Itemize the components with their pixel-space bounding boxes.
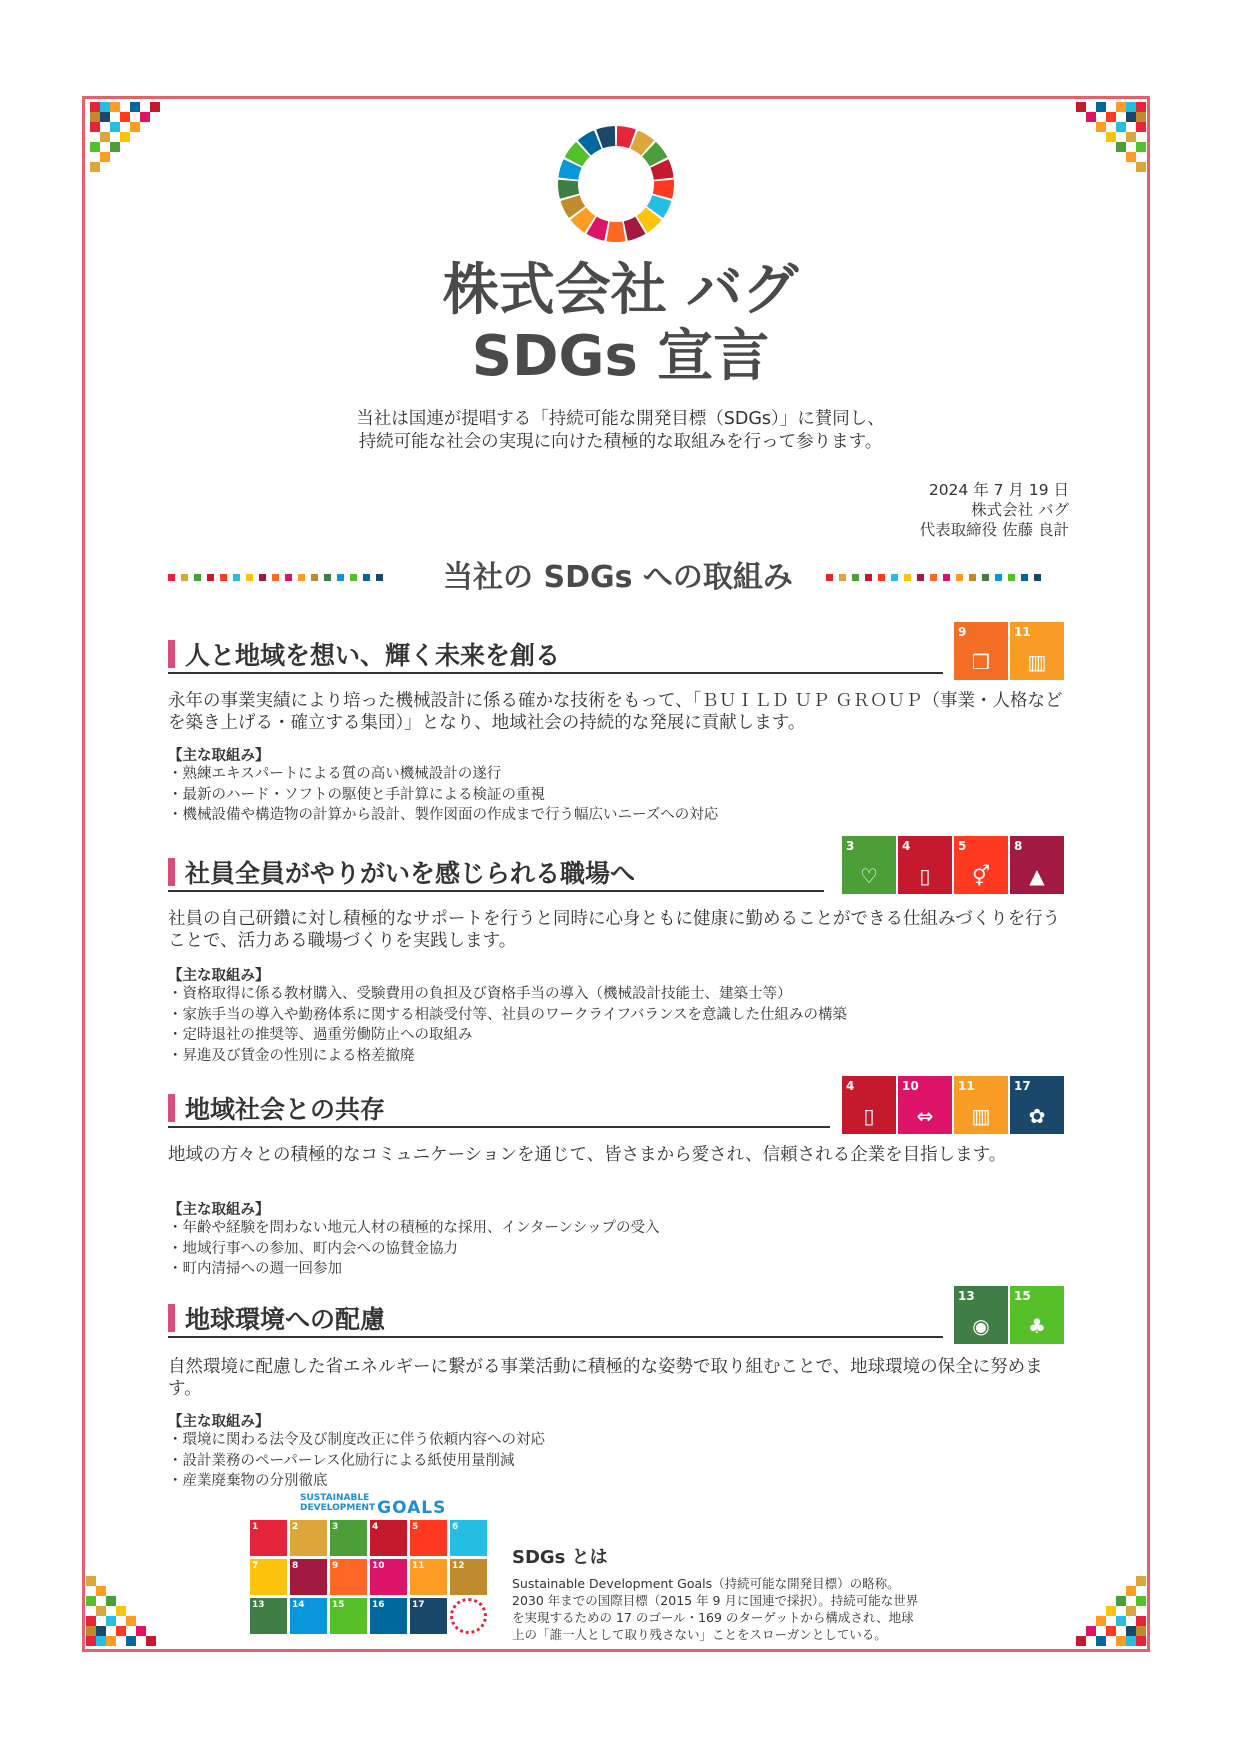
decoration-square — [90, 122, 100, 132]
corner-decoration-top-left — [90, 102, 180, 192]
decoration-square — [150, 102, 160, 112]
section-1-goal-icons — [954, 622, 1064, 680]
decoration-square — [1136, 162, 1146, 172]
about-line: を実現するための 17 のゴール・169 のターゲットから構成され、地球 — [512, 1610, 914, 1625]
heading-accent-bar — [168, 1304, 175, 1332]
decoration-square — [1096, 1616, 1106, 1626]
about-line: Sustainable Development Goals（持続可能な開発目標）の略称。 — [512, 1576, 900, 1591]
section-3-title: 地域社会との共存 — [185, 1095, 386, 1124]
decoration-square — [1116, 1636, 1126, 1646]
section-2-bullets — [168, 984, 847, 1066]
decoration-square — [1116, 1596, 1126, 1606]
signature-company: 株式会社 バグ — [971, 501, 1069, 519]
signature-block — [920, 480, 1069, 540]
sdg-wheel-tile — [450, 1598, 487, 1634]
sustainable-development-goals-logo — [300, 1493, 447, 1518]
decoration-square — [1126, 132, 1136, 142]
goal-symbol-icon: ▲ — [1029, 864, 1045, 888]
sdg-goal-4-icon — [842, 1076, 896, 1134]
rule-dot — [917, 574, 924, 581]
decoration-square — [146, 1636, 156, 1646]
sdg-tile-3: 3 — [330, 1520, 367, 1556]
goal-number: 9 — [958, 625, 967, 639]
wheel-segment — [606, 221, 625, 242]
decoration-square — [110, 122, 120, 132]
decoration-square — [100, 102, 110, 112]
rule-dot — [904, 574, 911, 581]
decoration-square — [1136, 1616, 1146, 1626]
rule-dot — [930, 574, 937, 581]
decoration-square — [1126, 1586, 1136, 1596]
bullet-item: ・ 産業廃棄物の分別徹底 — [168, 1471, 545, 1492]
decoration-square — [86, 1636, 96, 1646]
rule-dot — [878, 574, 885, 581]
rule-dot — [839, 574, 846, 581]
decoration-square — [1096, 102, 1106, 112]
sdg-tile-2: 2 — [290, 1520, 327, 1556]
decoration-square — [1116, 102, 1126, 112]
decoration-square — [1106, 1606, 1116, 1616]
decoration-square — [1116, 1616, 1126, 1626]
corner-decoration-top-right — [1056, 102, 1146, 192]
rule-dot — [1008, 574, 1015, 581]
sdg-tile-10: 10 — [370, 1559, 407, 1595]
sdg-goals-grid — [250, 1520, 487, 1634]
section-1-title: 人と地域を想い、輝く未来を創る — [185, 641, 561, 670]
goal-number: 4 — [846, 1079, 855, 1093]
decoration-square — [1076, 102, 1086, 112]
sdg-tile-4: 4 — [370, 1520, 407, 1556]
decoration-square — [110, 102, 120, 112]
goal-symbol-icon: ◉ — [972, 1314, 990, 1338]
bullet-item: ・ 機械設備や構造物の計算から設計、製作図面の作成まで行う幅広いニーズへの対応 — [168, 805, 718, 826]
wheel-segment — [653, 180, 674, 199]
sdg-tile-17: 17 — [410, 1598, 447, 1634]
sdg-goal-17-icon — [1010, 1076, 1064, 1134]
dot-rule-right — [826, 574, 1047, 582]
decoration-square — [1136, 1596, 1146, 1606]
decoration-square — [1096, 122, 1106, 132]
decoration-square — [86, 1626, 96, 1636]
decoration-square — [1136, 1576, 1146, 1586]
decoration-square — [1116, 142, 1126, 152]
sdg-tile-8: 8 — [290, 1559, 327, 1595]
decoration-square — [116, 1626, 126, 1636]
sdg-goal-11-icon — [954, 1076, 1008, 1134]
heading-accent-bar — [168, 1094, 175, 1122]
goal-symbol-icon: ❒ — [972, 650, 990, 674]
bullet-item: ・ 町内清掃への週一回参加 — [168, 1259, 659, 1280]
sdg-goal-11-icon — [1010, 622, 1064, 680]
sdg-goal-3-icon — [842, 836, 896, 894]
sdg-tile-6: 6 — [450, 1520, 487, 1556]
sdg-goal-4-icon — [898, 836, 952, 894]
rule-dot — [995, 574, 1002, 581]
sdg-goal-10-icon — [898, 1076, 952, 1134]
decoration-square — [130, 122, 140, 132]
rule-dot — [865, 574, 872, 581]
goal-number: 15 — [1014, 1289, 1031, 1303]
decoration-square — [1106, 1626, 1116, 1636]
rule-dot — [826, 574, 833, 581]
decoration-square — [90, 112, 100, 122]
decoration-square — [1076, 1636, 1086, 1646]
signature-representative: 代表取締役 佐藤 良計 — [919, 521, 1069, 539]
rule-dot — [852, 574, 859, 581]
decoration-square — [1136, 1626, 1146, 1636]
goal-symbol-icon: ♡ — [860, 864, 878, 888]
sdg-wheel-logo — [556, 124, 676, 244]
sdg-tile-12: 12 — [450, 1559, 487, 1595]
decoration-square — [100, 132, 110, 142]
bullet-item: ・ 年齢や経験を問わない地元人材の積極的な採用、インターンシップの受入 — [168, 1218, 659, 1239]
rule-dot — [1021, 574, 1028, 581]
title-company: 株式会社 バグ — [442, 258, 799, 323]
decoration-square — [1116, 122, 1126, 132]
sdg-goal-8-icon — [1010, 836, 1064, 894]
sdg-tile-11: 11 — [410, 1559, 447, 1595]
section-1-initiatives-label: 【主な取組み】 — [168, 748, 270, 764]
decoration-square — [1136, 142, 1146, 152]
decoration-square — [1096, 1636, 1106, 1646]
section-4-bullets — [168, 1430, 545, 1492]
decoration-square — [106, 1636, 116, 1646]
goal-number: 11 — [1014, 625, 1031, 639]
rule-dot — [1034, 574, 1041, 581]
decoration-square — [126, 1636, 136, 1646]
sdg-tile-9: 9 — [330, 1559, 367, 1595]
bullet-item: ・ 環境に関わる法令及び制度改正に伴う依頼内容への対応 — [168, 1430, 545, 1451]
decoration-square — [1136, 122, 1146, 132]
decoration-square — [96, 1626, 106, 1636]
bullet-item: ・ 熟練エキスパートによる質の高い機械設計の遂行 — [168, 764, 718, 785]
goal-number: 17 — [1014, 1079, 1031, 1093]
decoration-square — [1086, 112, 1096, 122]
about-heading: SDGs とは — [512, 1547, 608, 1568]
decoration-square — [120, 112, 130, 122]
rule-dot — [956, 574, 963, 581]
goals-logo-line1: SUSTAINABLE — [300, 1493, 370, 1503]
sdg-goal-15-icon — [1010, 1286, 1064, 1344]
decoration-square — [116, 1606, 126, 1616]
sdg-tile-1: 1 — [250, 1520, 287, 1556]
decoration-square — [100, 112, 110, 122]
decoration-square — [1136, 1636, 1146, 1646]
bullet-item: ・ 昇進及び賃金の性別による格差撤廃 — [168, 1046, 847, 1067]
section-3-goal-icons — [842, 1076, 1064, 1134]
decoration-square — [1126, 1606, 1136, 1616]
decoration-square — [1136, 112, 1146, 122]
sdg-tile-16: 16 — [370, 1598, 407, 1634]
goal-symbol-icon: ⇔ — [916, 1104, 934, 1128]
goal-number: 5 — [958, 839, 967, 853]
bullet-item: ・ 家族手当の導入や勤務体系に関する相談受付等、社員のワークライフバランスを意識した仕組みの構築 — [168, 1005, 847, 1026]
section-4-heading — [168, 1300, 943, 1338]
decoration-square — [86, 1576, 96, 1586]
goal-symbol-icon: ✿ — [1028, 1104, 1046, 1128]
goal-symbol-icon: ⚥ — [971, 864, 991, 888]
decoration-square — [1126, 102, 1136, 112]
goal-symbol-icon: ▯ — [919, 864, 931, 888]
goal-symbol-icon: ♣ — [1028, 1314, 1046, 1338]
goal-number: 13 — [958, 1289, 975, 1303]
decoration-square — [1086, 1626, 1096, 1636]
sdg-goal-9-icon — [954, 622, 1008, 680]
section-2-heading — [168, 854, 824, 892]
decoration-square — [86, 1616, 96, 1626]
title-declaration: SDGs 宣言 — [471, 324, 770, 389]
sdg-tile-13: 13 — [250, 1598, 287, 1634]
section-1-bullets — [168, 764, 718, 826]
goal-symbol-icon: ▥ — [1027, 650, 1047, 674]
heading-accent-bar — [168, 640, 175, 668]
rule-dot — [943, 574, 950, 581]
decoration-square — [140, 112, 150, 122]
bullet-item: ・ 設計業務のペーパーレス化励行による紙使用量削減 — [168, 1451, 545, 1472]
decoration-square — [1136, 102, 1146, 112]
section-1-heading — [168, 636, 943, 674]
decoration-square — [106, 1616, 116, 1626]
section-2-goal-icons — [842, 836, 1064, 894]
signature-date: 2024 年 7 月 19 日 — [928, 481, 1069, 499]
decoration-square — [1126, 1626, 1136, 1636]
rule-dot — [891, 574, 898, 581]
decoration-square — [1126, 112, 1136, 122]
corner-decoration-bottom-right — [1056, 1556, 1146, 1646]
sdg-tile-14: 14 — [290, 1598, 327, 1634]
decoration-square — [90, 142, 100, 152]
rule-dot — [982, 574, 989, 581]
sdg-tile-15: 15 — [330, 1598, 367, 1634]
goals-logo-line2: DEVELOPMENT — [300, 1503, 376, 1513]
rule-dot — [969, 574, 976, 581]
section-2-body: 社員の自己研鑽に対し積極的なサポートを行うと同時に心身ともに健康に勤めることができる仕組みづくりを行うことで、活力ある職場づくりを実践します。 — [168, 909, 1061, 951]
decoration-square — [1126, 1636, 1136, 1646]
section-4-title: 地球環境への配慮 — [185, 1305, 386, 1334]
decoration-square — [106, 1596, 116, 1606]
bullet-item: ・ 資格取得に係る教材購入、受験費用の負担及び資格手当の導入（機械設計技能士、建築士等） — [168, 984, 847, 1005]
decoration-square — [110, 142, 120, 152]
decoration-square — [96, 1636, 106, 1646]
intro-text — [0, 408, 1241, 454]
section-4-body: 自然環境に配慮した省エネルギーに繋がる事業活動に積極的な姿勢で取り組むことで、地球環境の保全に努めます。 — [168, 1357, 1043, 1399]
section-2-title: 社員全員がやりがいを感じられる職場へ — [185, 859, 636, 888]
decoration-square — [126, 1616, 136, 1626]
section-heading: 当社の SDGs への取組み — [443, 560, 793, 595]
section-2-initiatives-label: 【主な取組み】 — [168, 968, 270, 984]
goal-number: 10 — [902, 1079, 919, 1093]
goal-number: 3 — [846, 839, 855, 853]
intro-line: 当社は国連が提唱する「持続可能な開発目標（SDGs）」に賛同し、 — [356, 409, 885, 429]
goal-number: 8 — [1014, 839, 1023, 853]
about-line: 上の「誰一人として取り残さない」ことをスローガンとしている。 — [512, 1627, 887, 1642]
sdg-tile-5: 5 — [410, 1520, 447, 1556]
bullet-item: ・ 定時退社の推奨等、過重労働防止への取組み — [168, 1025, 847, 1046]
decoration-square — [90, 102, 100, 112]
section-3-bullets — [168, 1218, 659, 1280]
about-sdgs — [512, 1543, 972, 1643]
decoration-square — [1106, 112, 1116, 122]
decoration-square — [136, 1626, 146, 1636]
about-text — [512, 1575, 972, 1643]
goal-symbol-icon: ▥ — [971, 1104, 991, 1128]
sdg-tile-7: 7 — [250, 1559, 287, 1595]
goal-symbol-icon: ▯ — [863, 1104, 875, 1128]
decoration-square — [120, 132, 130, 142]
heading-accent-bar — [168, 858, 175, 886]
section-3-heading — [168, 1090, 830, 1128]
about-line: 2030 年までの国際目標（2015 年 9 月に国連で採択）。持続可能な世界 — [512, 1593, 919, 1608]
section-4-goal-icons — [954, 1286, 1064, 1344]
decoration-square — [90, 162, 100, 172]
decoration-square — [1126, 152, 1136, 162]
decoration-square — [86, 1596, 96, 1606]
section-3-initiatives-label: 【主な取組み】 — [168, 1202, 270, 1218]
goal-number: 4 — [902, 839, 911, 853]
decoration-square — [96, 1586, 106, 1596]
sdg-goal-13-icon — [954, 1286, 1008, 1344]
goals-logo-word: GOALS — [377, 1498, 447, 1518]
corner-decoration-bottom-left — [86, 1556, 176, 1646]
section-3-body: 地域の方々との積極的なコミュニケーションを通じて、皆さまから愛され、信頼される企業を目指します。 — [168, 1145, 1007, 1165]
bullet-item: ・ 最新のハード・ソフトの駆使と手計算による検証の重視 — [168, 785, 718, 806]
decoration-square — [130, 102, 140, 112]
wheel-segment — [558, 180, 579, 199]
decoration-square — [1106, 132, 1116, 142]
decoration-square — [100, 152, 110, 162]
intro-line: 持続可能な社会の実現に向けた積極的な取組みを行って参ります。 — [358, 432, 883, 452]
goal-number: 11 — [958, 1079, 975, 1093]
section-1-body: 永年の事業実績により培った機械設計に係る確かな技術をもって、「ＢＵＩＬＤ ＵＰ ＧＲＯＵＰ（事業・人格などを築き上げる・確立する集団）」となり、地域社会の持続的な発展に貢献します。 — [168, 691, 1063, 733]
decoration-square — [96, 1606, 106, 1616]
section-4-initiatives-label: 【主な取組み】 — [168, 1414, 270, 1430]
bullet-item: ・ 地域行事への参加、町内会への協賛金協力 — [168, 1239, 659, 1260]
sdg-goal-5-icon — [954, 836, 1008, 894]
